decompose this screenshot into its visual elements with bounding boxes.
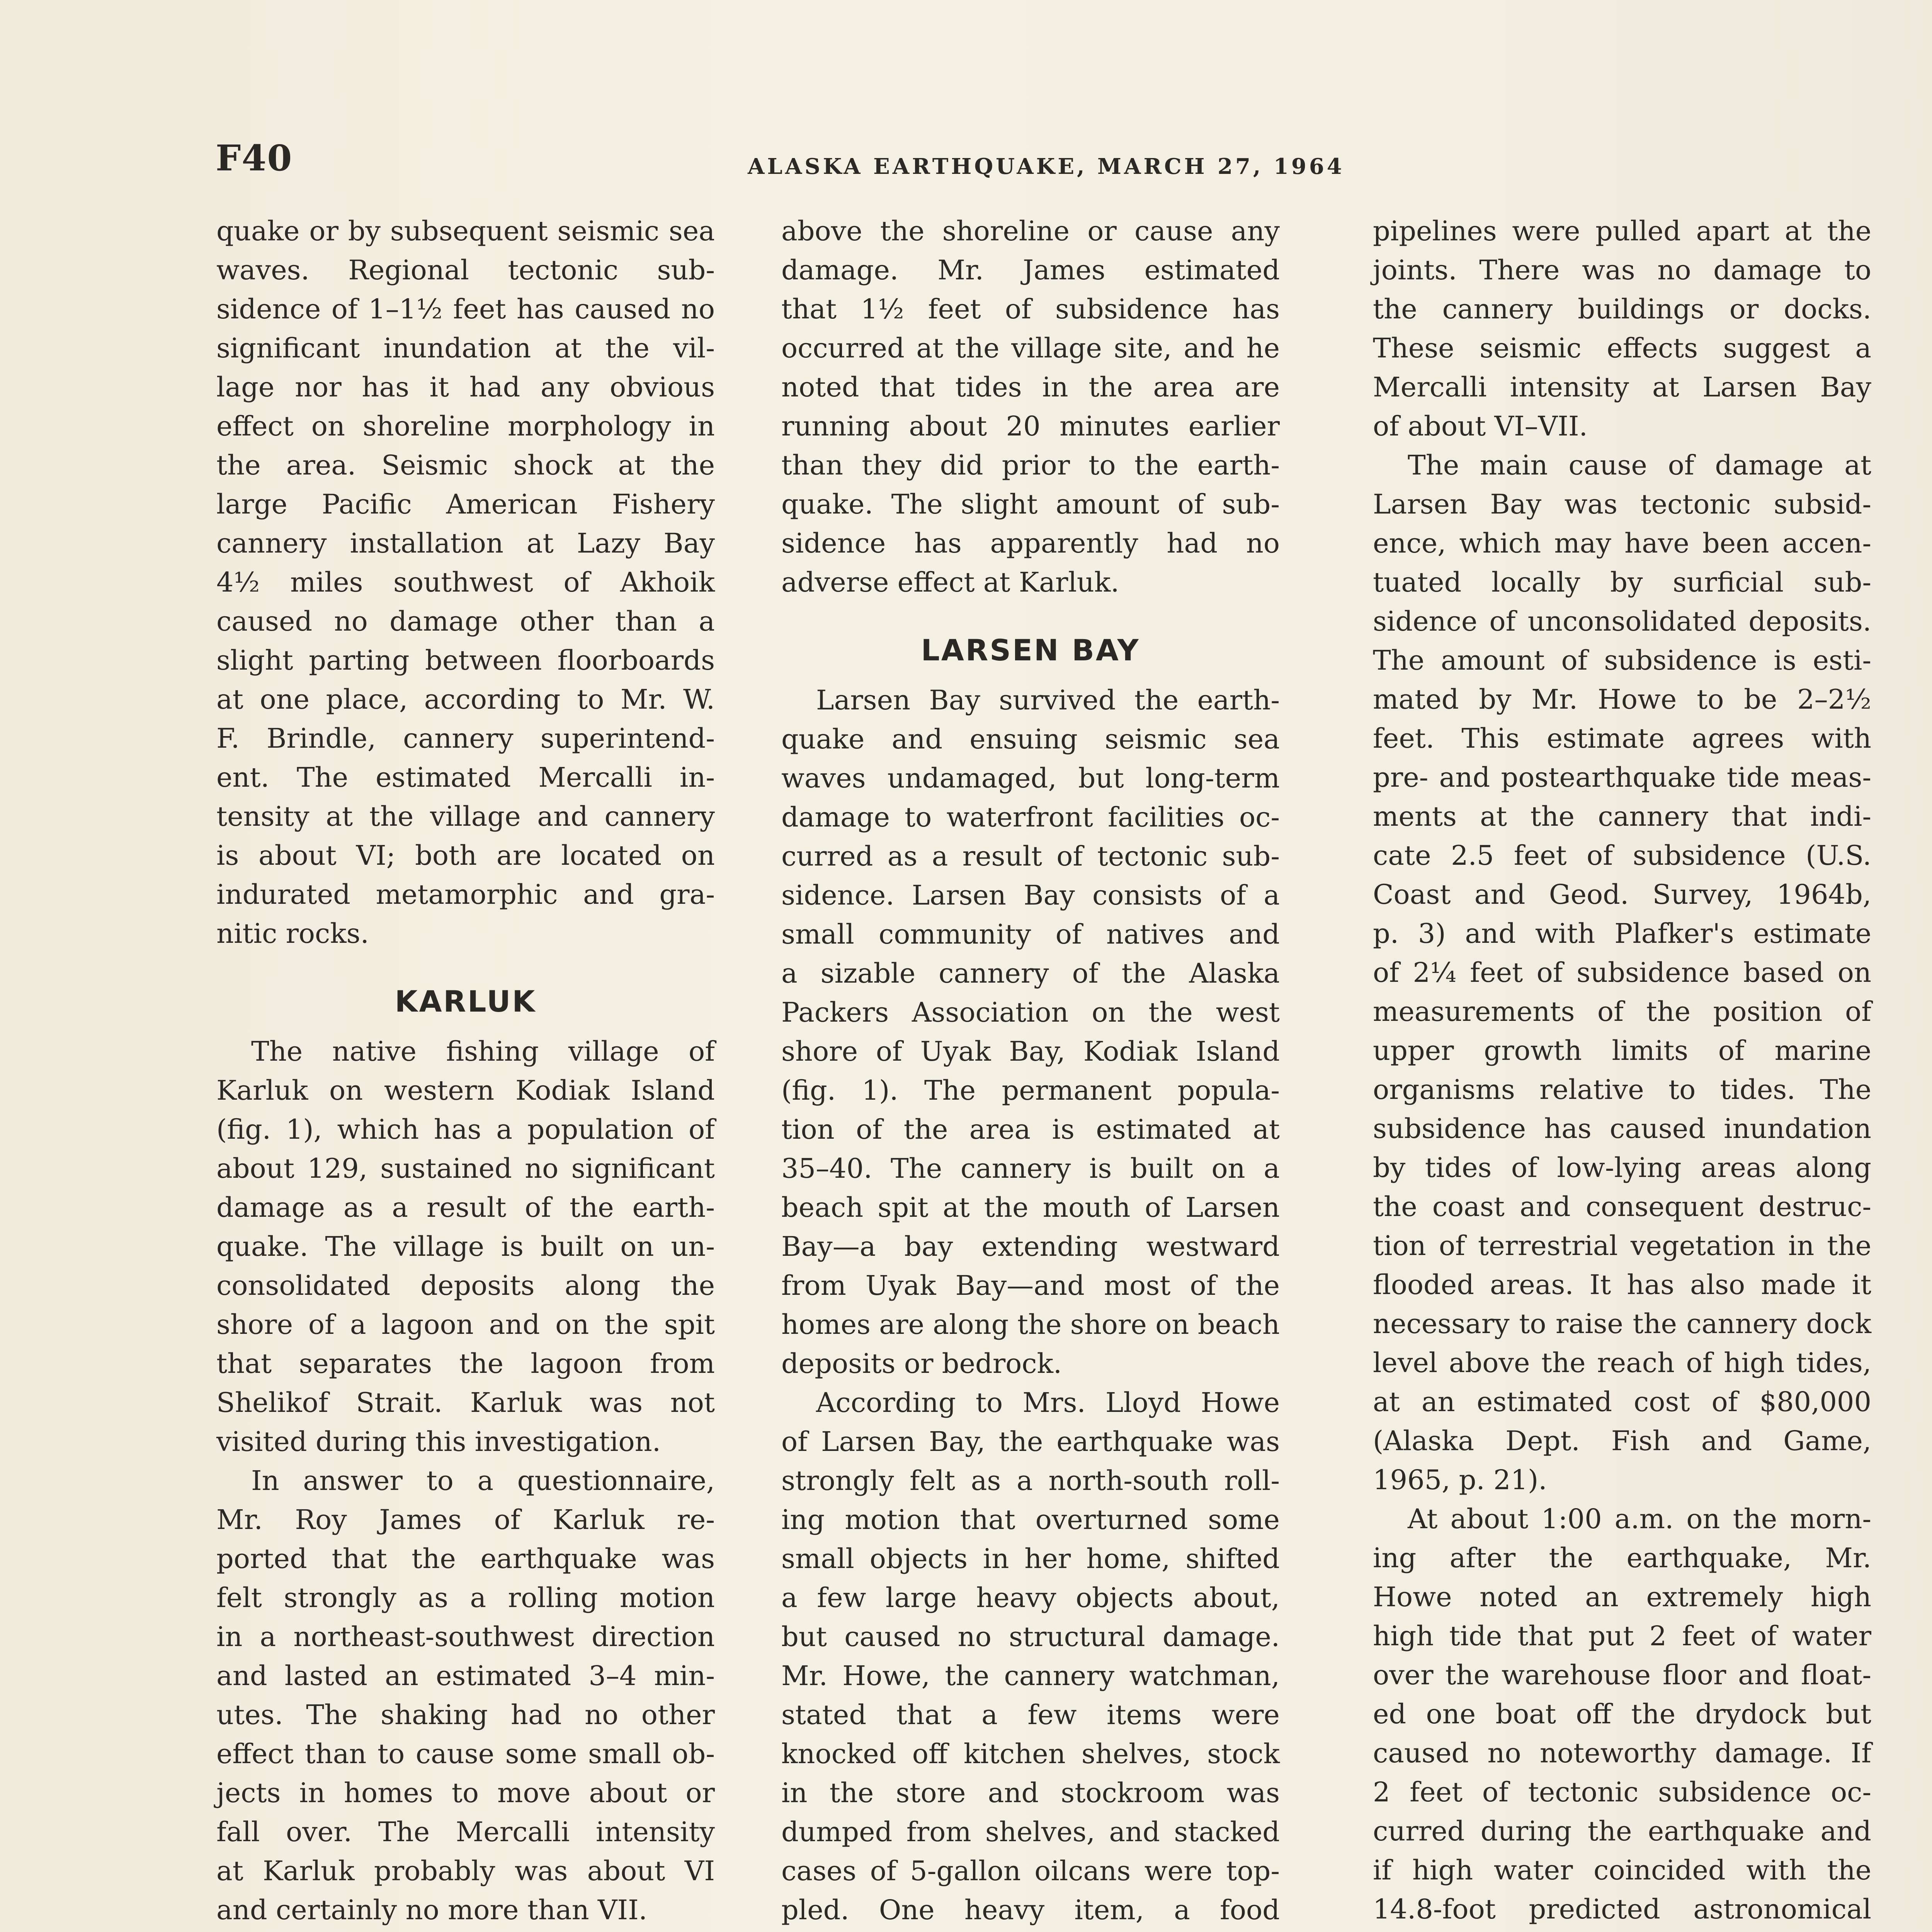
text-line: of Larsen Bay, the earthquake was [781,1426,1280,1458]
text-line: cate 2.5 feet of subsidence (U.S. [1373,840,1871,871]
text-line: the area. Seismic shock at the [216,449,715,481]
text-line: in the store and stockroom was [781,1777,1280,1809]
text-column-2 [781,212,1280,1932]
text-line: of about VI–VII. [1373,410,1588,442]
text-line: ed one boat off the drydock but [1373,1698,1871,1730]
text-line: homes are along the shore on beach [781,1309,1280,1340]
text-line: at an estimated cost of $80,000 [1373,1386,1871,1418]
text-line: The native fishing village of [251,1036,715,1067]
text-line: p. 3) and with Plafker's estimate [1373,918,1871,949]
text-line: Larsen Bay survived the earth- [816,684,1280,716]
text-line: level above the reach of high tides, [1373,1347,1871,1379]
text-line: significant inundation at the vil- [216,332,715,364]
text-line: ence, which may have been accen- [1373,527,1871,559]
text-line: Mercalli intensity at Larsen Bay [1373,371,1871,403]
text-line [781,1930,1280,1932]
text-line: quake or by subsequent seismic sea [216,215,715,247]
text-line: necessary to raise the cannery dock [1373,1308,1871,1340]
text-line: Larsen Bay was tectonic subsid- [1373,488,1871,520]
text-line: tion of terrestrial vegetation in the [1373,1230,1871,1262]
text-line: knocked off kitchen shelves, stock [781,1738,1280,1770]
text-line: above the shoreline or cause any [781,215,1280,247]
text-line: (Alaska Dept. Fish and Game, [1373,1425,1871,1457]
text-line: These seismic effects suggest a [1373,332,1871,364]
text-line: Mr. Howe, the cannery watchman, [781,1660,1280,1692]
text-line: by tides of low-lying areas along [1373,1152,1871,1184]
paragraph [781,1383,1280,1932]
text-line: utes. The shaking had no other [216,1699,715,1731]
text-line: and lasted an estimated 3–4 min- [216,1660,715,1692]
text-line: quake. The slight amount of sub- [781,488,1280,520]
text-line: pre- and postearthquake tide meas- [1373,762,1871,793]
running-head: ALASKA EARTHQUAKE, MARCH 27, 1964 [748,154,1345,179]
text-line: high tide that put 2 feet of water [1373,1620,1871,1652]
text-line: than they did prior to the earth- [781,449,1280,481]
text-line: deposits or bedrock. [781,1348,1062,1379]
paragraph [216,212,715,953]
paragraph [216,1032,715,1461]
text-line: strongly felt as a north-south roll- [781,1465,1280,1497]
text-line: quake. The village is built on un- [216,1231,715,1262]
text-line: cases of 5-gallon oilcans were top- [781,1855,1280,1887]
text-line: feet. This estimate agrees with [1373,723,1871,754]
text-line: flooded areas. It has also made it [1373,1269,1871,1301]
text-line: shore of Uyak Bay, Kodiak Island [781,1036,1280,1067]
text-line: Howe noted an extremely high [1373,1581,1871,1613]
text-line: cannery installation at Lazy Bay [216,527,715,559]
text-line: waves. Regional tectonic sub- [216,254,715,286]
text-line: sidence of unconsolidated deposits. [1373,605,1871,637]
text-line: Mr. Roy James of Karluk re- [216,1504,715,1536]
text-line: ported that the earthquake was [216,1543,715,1575]
text-line: upper growth limits of marine [1373,1035,1871,1066]
text-line: 14.8-foot predicted astronomical [1373,1893,1871,1925]
text-line: Packers Association on the west [781,997,1280,1028]
text-line: slight parting between floorboards [216,645,715,676]
text-line: lage nor has it had any obvious [216,371,715,403]
text-line: indurated metamorphic and gra- [216,879,715,910]
paragraph [781,212,1280,602]
text-line: The main cause of damage at [1408,449,1871,481]
text-line: beach spit at the mouth of Larsen [781,1192,1280,1223]
text-line: damage. Mr. James estimated [781,254,1280,286]
text-line: stated that a few items were [781,1699,1280,1731]
section-heading: LARSEN BAY [921,633,1140,667]
text-line: large Pacific American Fishery [216,488,715,520]
text-line: Coast and Geod. Survey, 1964b, [1373,879,1871,910]
paragraph [216,1461,715,1930]
text-line: Karluk on western Kodiak Island [216,1075,715,1106]
text-line: sidence of 1–1½ feet has caused no [216,293,715,325]
text-line: measurements of the position of [1373,996,1871,1027]
text-line: if high water coincided with the [1373,1854,1871,1886]
text-line: curred during the earthquake and [1373,1815,1871,1847]
text-line: is about VI; both are located on [216,840,715,871]
text-line: tion of the area is estimated at [781,1114,1280,1145]
text-line: but caused no structural damage. [781,1621,1280,1653]
text-line [216,1930,715,1932]
text-line: The amount of subsidence is esti- [1373,645,1871,676]
text-line: at one place, according to Mr. W. [216,684,715,715]
text-line: noted that tides in the area are [781,371,1280,403]
text-line: sidence has apparently had no [781,527,1280,559]
text-line: damage as a result of the earth- [216,1192,715,1223]
text-line: Bay—a bay extending westward [781,1231,1280,1262]
text-line: damage to waterfront facilities oc- [781,801,1280,833]
text-line: quake and ensuing seismic sea [781,723,1280,755]
paragraph [1373,212,1871,446]
paragraph [1373,446,1871,1500]
text-line: about 129, sustained no significant [216,1153,715,1184]
text-line: over the warehouse floor and float- [1373,1659,1871,1691]
text-line: a few large heavy objects about, [781,1582,1280,1614]
text-line: 1965, p. 21). [1373,1464,1547,1496]
text-line: caused no noteworthy damage. If [1373,1737,1871,1769]
text-line: at Karluk probably was about VI [216,1855,715,1887]
text-line: fall over. The Mercalli intensity [216,1816,715,1848]
text-line: occurred at the village site, and he [781,332,1280,364]
text-line: Shelikof Strait. Karluk was not [216,1387,715,1418]
text-line: F. Brindle, cannery superintend- [216,723,715,754]
text-line: dumped from shelves, and stacked [781,1816,1280,1848]
text-line: ing motion that overturned some [781,1504,1280,1536]
paragraph [216,1930,715,1932]
text-line: from Uyak Bay—and most of the [781,1270,1280,1301]
text-line: that separates the lagoon from [216,1348,715,1379]
text-line: mated by Mr. Howe to be 2–2½ [1373,684,1871,715]
text-line: waves undamaged, but long-term [781,762,1280,794]
text-line: tuated locally by surficial sub- [1373,566,1871,598]
text-line: 2 feet of tectonic subsidence oc- [1373,1776,1871,1808]
text-line: effect on shoreline morphology in [216,410,715,442]
text-line: In answer to a questionnaire, [251,1465,715,1497]
text-line: in a northeast-southwest direction [216,1621,715,1653]
text-line: ments at the cannery that indi- [1373,801,1871,832]
text-line: shore of a lagoon and on the spit [216,1309,715,1340]
text-line: joints. There was no damage to [1373,254,1871,286]
text-line: consolidated deposits along the [216,1270,715,1301]
text-line [1373,1929,1871,1932]
paragraph [781,681,1280,1383]
text-line: visited during this investigation. [216,1426,661,1458]
text-line: ing after the earthquake, Mr. [1373,1542,1871,1574]
text-line: nitic rocks. [216,918,369,949]
text-line: subsidence has caused inundation [1373,1113,1871,1145]
text-line: effect than to cause some small ob- [216,1738,715,1770]
text-line: ent. The estimated Mercalli in- [216,762,715,793]
text-line: and certainly no more than VII. [216,1894,648,1926]
text-line: adverse effect at Karluk. [781,566,1119,598]
text-line: (fig. 1), which has a population of [216,1114,715,1145]
text-line: the cannery buildings or docks. [1373,293,1871,325]
text-line: of 2¼ feet of subsidence based on [1373,957,1871,988]
text-line: organisms relative to tides. The [1373,1074,1871,1105]
text-line: felt strongly as a rolling motion [216,1582,715,1614]
text-line: sidence. Larsen Bay consists of a [781,879,1280,911]
text-line: running about 20 minutes earlier [781,410,1280,442]
text-line: jects in homes to move about or [216,1777,715,1809]
text-line: the coast and consequent destruc- [1373,1191,1871,1223]
text-line: According to Mrs. Lloyd Howe [816,1387,1280,1418]
text-line: pled. One heavy item, a food [781,1894,1280,1926]
text-line: 35–40. The cannery is built on a [781,1153,1280,1184]
text-column-1 [216,212,715,1932]
text-column-3 [1373,212,1871,1932]
text-line: caused no damage other than a [216,605,715,637]
text-line: small community of natives and [781,918,1280,950]
text-line: (fig. 1). The permanent popula- [781,1075,1280,1106]
text-line: 4½ miles southwest of Akhoik [216,566,715,598]
text-line: a sizable cannery of the Alaska [781,957,1280,989]
paragraph [1373,1500,1871,1932]
text-line: curred as a result of tectonic sub- [781,840,1280,872]
text-line: small objects in her home, shifted [781,1543,1280,1575]
page-number: F40 [216,137,293,179]
text-line: that 1½ feet of subsidence has [781,293,1280,325]
text-line: tensity at the village and cannery [216,801,715,832]
text-line: At about 1:00 a.m. on the morn- [1408,1503,1871,1535]
section-heading: KARLUK [395,984,537,1019]
text-line: pipelines were pulled apart at the [1373,215,1871,247]
